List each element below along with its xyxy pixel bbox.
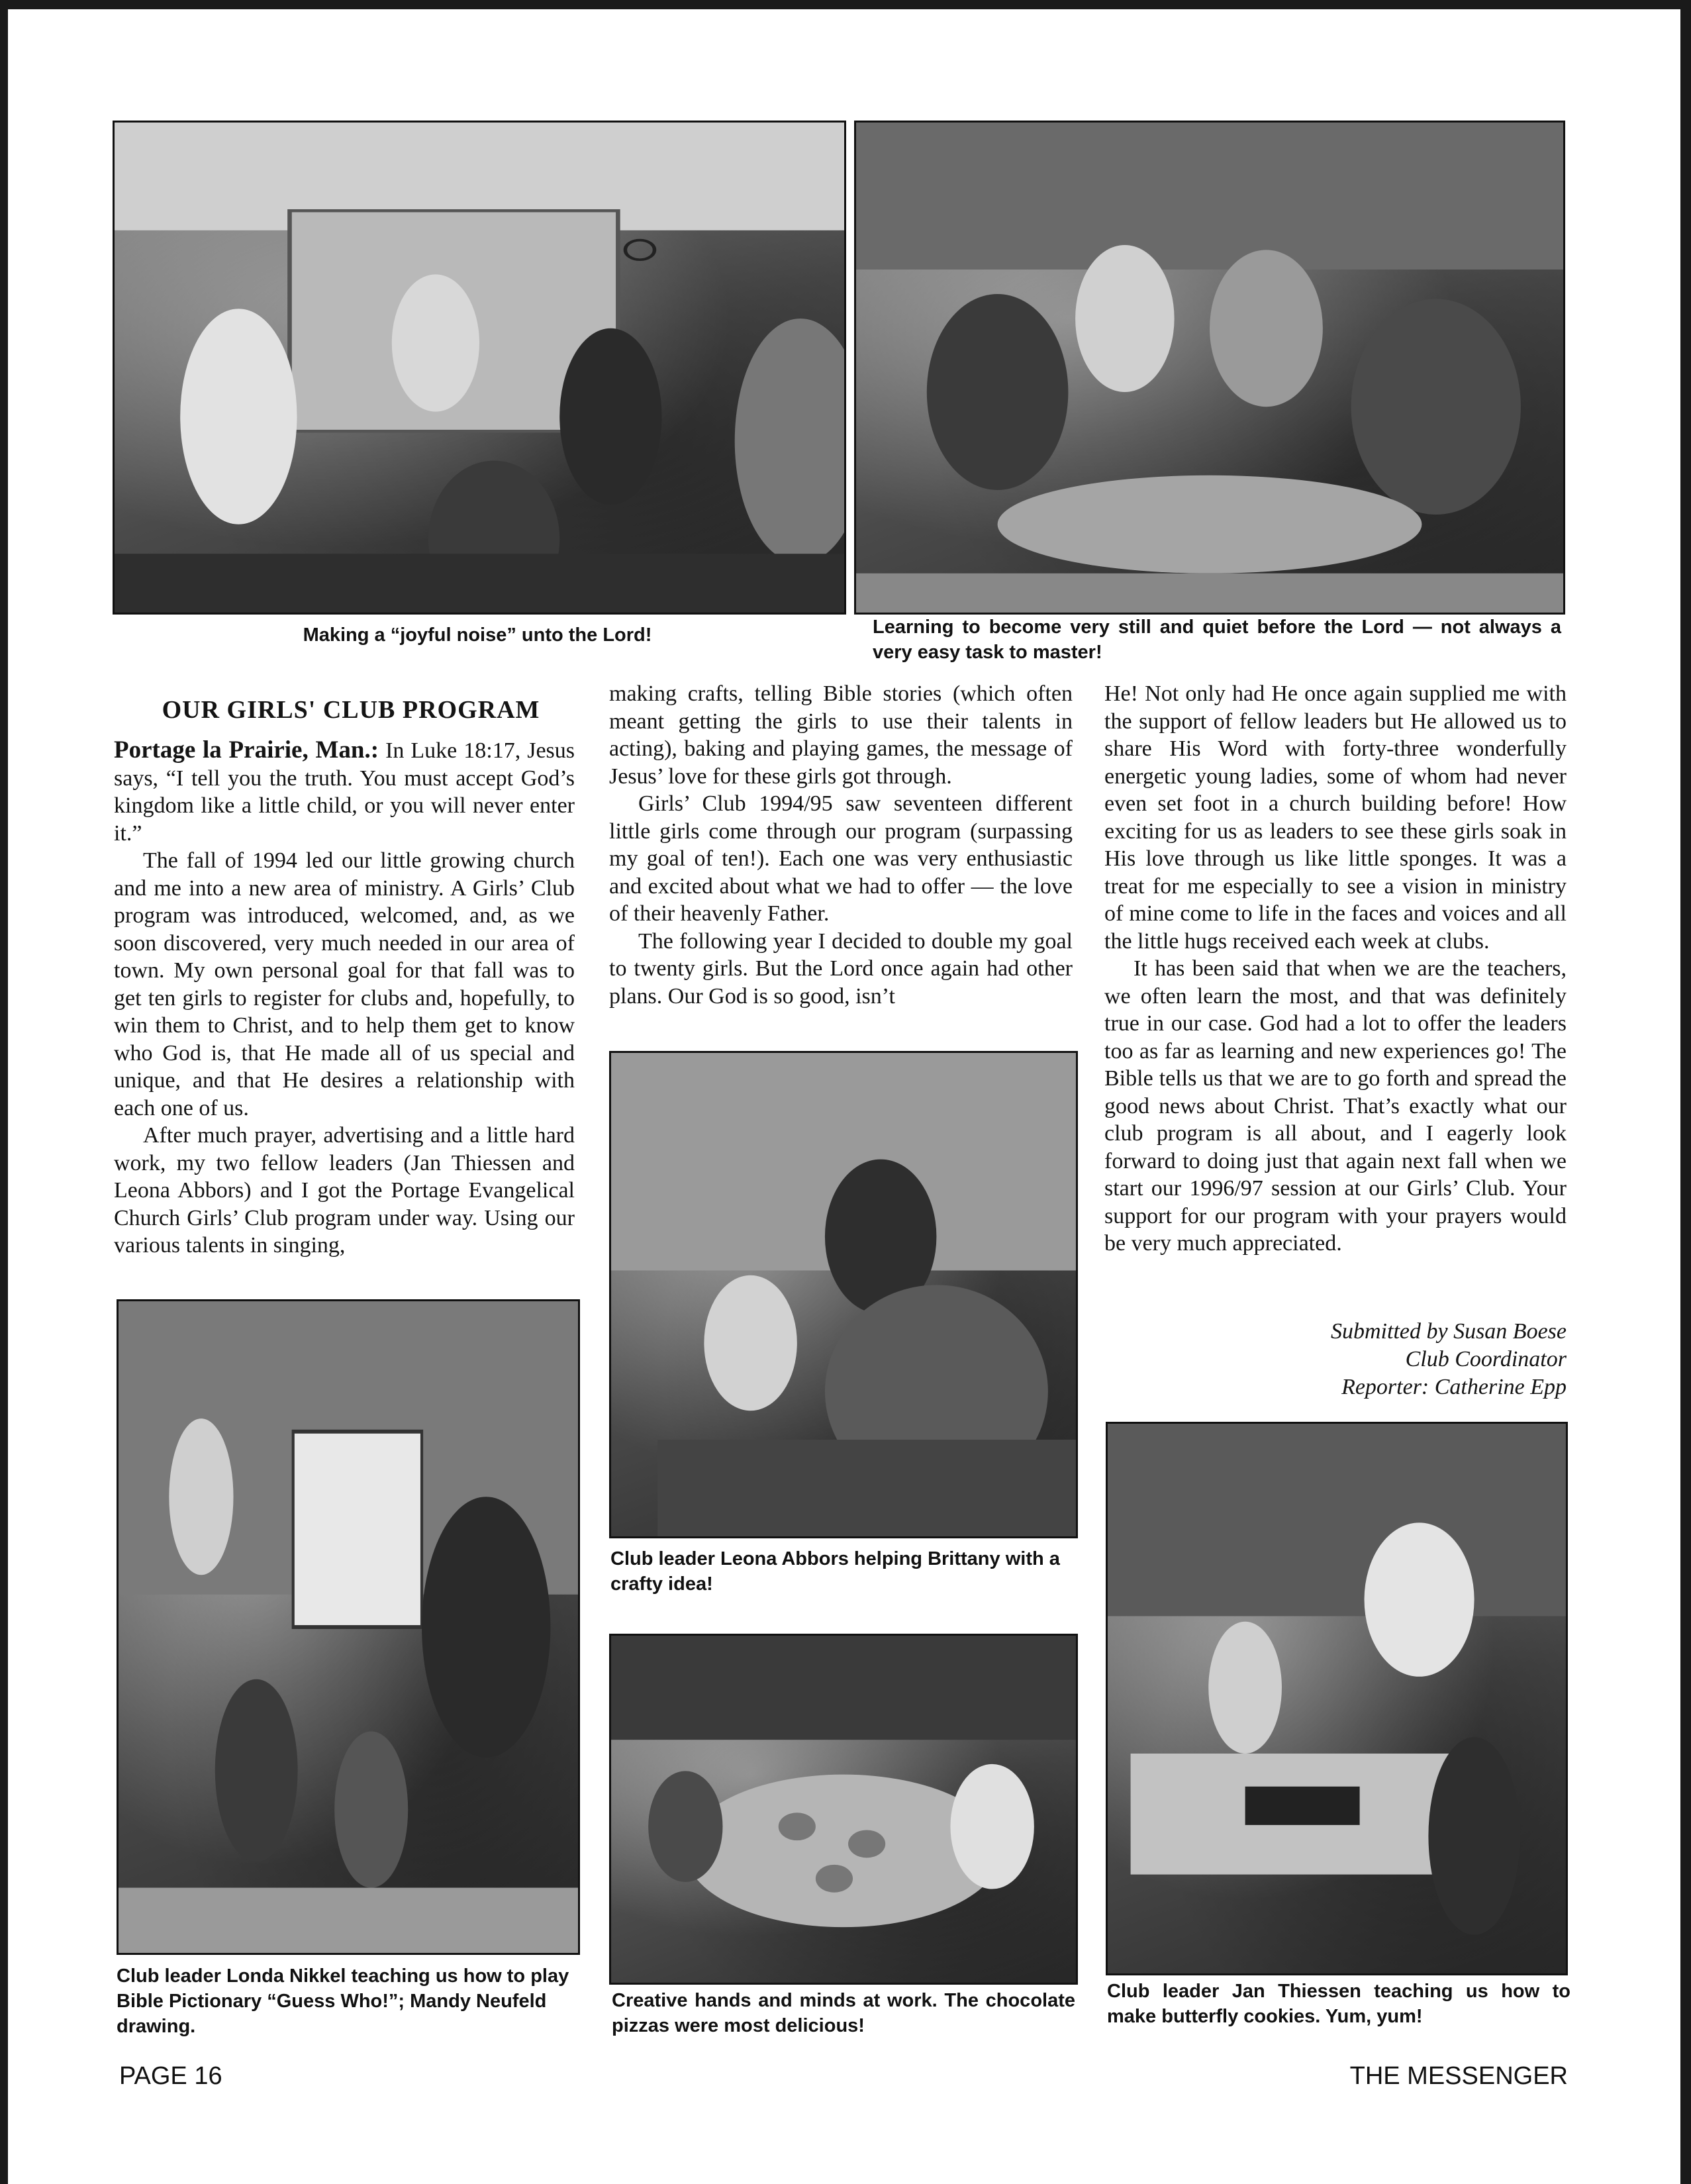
caption-photo-4: Club leader Londa Nikkel teaching us how to play Bible Pictionary “Guess Who!”; Mandy Neufeld drawing. [117, 1965, 569, 2037]
caption-photo-3: Club leader Leona Abbors helping Brittany with a crafty idea! [610, 1548, 1060, 1595]
scan-edge-left [0, 0, 8, 2184]
dateline: Portage la Prairie, Man.: [114, 736, 379, 764]
signature-submitted: Submitted by Susan Boese [1331, 1319, 1567, 1344]
paragraph-8: It has been said that when we are the teachers, we often learn the most, and that was definitely true in our case. God had a lot to offer the leaders too as far as learning and new experiences go! The Bible tells us that we are to go forth and spread the good news about Christ. That’s exactly what our club program is all about, and I eagerly look forward to doing just that again next fall when we start our 1996/97 session at our Girls’ Club. Your support for our program with your prayers would be very much appreciated. [1104, 956, 1567, 1256]
article-column-1 [114, 736, 575, 1260]
paragraph-1: Portage la Prairie, Man.: In Luke 18:17, Jesus says, “I tell you the truth. You must accept God’s kingdom like a little child, or you will never enter it.” [114, 736, 575, 846]
paragraph-6: The following year I decided to double my goal to twenty girls. But the Lord once again had other plans. Our God is so good, isn’t [609, 928, 1073, 1009]
signature-title: Club Coordinator [1405, 1347, 1567, 1371]
scan-edge-top [0, 0, 1691, 9]
page-number: PAGE 16 [119, 2062, 222, 2090]
paragraph-5: Girls’ Club 1994/95 saw seventeen different little girls come through our program (surpassing my goal of ten!). Each one was very enthusiastic and excited about what we had to offer — the love of their heavenly Father. [609, 791, 1073, 926]
paragraph-3: After much prayer, advertising and a little hard work, my two fellow leaders (Jan Thiessen and Leona Abbors) and I got the Portage Evangelical Church Girls’ Club program under way. Using our various talents in singing, [114, 1123, 575, 1258]
article-headline: OUR GIRLS' CLUB PROGRAM [162, 696, 540, 724]
photo-learning-still [854, 121, 1565, 615]
photo-butterfly-cookies [1106, 1422, 1568, 1975]
photo-creative-hands [609, 1634, 1078, 1985]
paragraph-7: He! Not only had He once again supplied me with the support of fellow leaders but He allowed us to share His Word with forty-three wonderfully energetic young ladies, some of whom had never even set foot in a church building before! How exciting for us as leaders to see these girls soak in His love through us like little sponges. It was a treat for me especially to see a vision in ministry of mine come to life in the faces and voices and all the little hugs received each week at clubs. [1104, 681, 1567, 954]
caption-photo-5: Creative hands and minds at work. The chocolate pizzas were most delicious! [612, 1990, 1075, 2036]
signature-reporter: Reporter: Catherine Epp [1341, 1375, 1567, 1399]
paragraph-2: The fall of 1994 led our little growing church and me into a new area of ministry. A Girls’ Club program was introduced, welcomed, and, as we soon discovered, very much needed in our area of town. My own personal goal for that fall was to get ten girls to register for clubs and, hopefully, to win them to Christ, and to help them get to know who God is, that He made all of us special and unique, and that He desires a relationship with each one of us. [114, 848, 575, 1120]
photo-joyful-noise [113, 121, 846, 615]
publication-name: THE MESSENGER [1349, 2062, 1568, 2090]
photo-bible-pictionary [117, 1299, 580, 1955]
article-column-3 [1104, 680, 1567, 1258]
article-column-2 [609, 680, 1073, 1010]
caption-photo-6: Club leader Jan Thiessen teaching us how to make butterfly cookies. Yum, yum! [1107, 1981, 1570, 2027]
paragraph-4: making crafts, telling Bible stories (which often meant getting the girls to use their talents in acting), baking and playing games, the message of Jesus’ love for these girls got through. [609, 681, 1073, 789]
scan-edge-right [1680, 0, 1691, 2184]
caption-photo-2: Learning to become very still and quiet before the Lord — not always a very easy task to master! [873, 617, 1561, 663]
photo-leona-brittany [609, 1051, 1078, 1538]
caption-photo-1: Making a “joyful noise” unto the Lord! [303, 624, 652, 646]
